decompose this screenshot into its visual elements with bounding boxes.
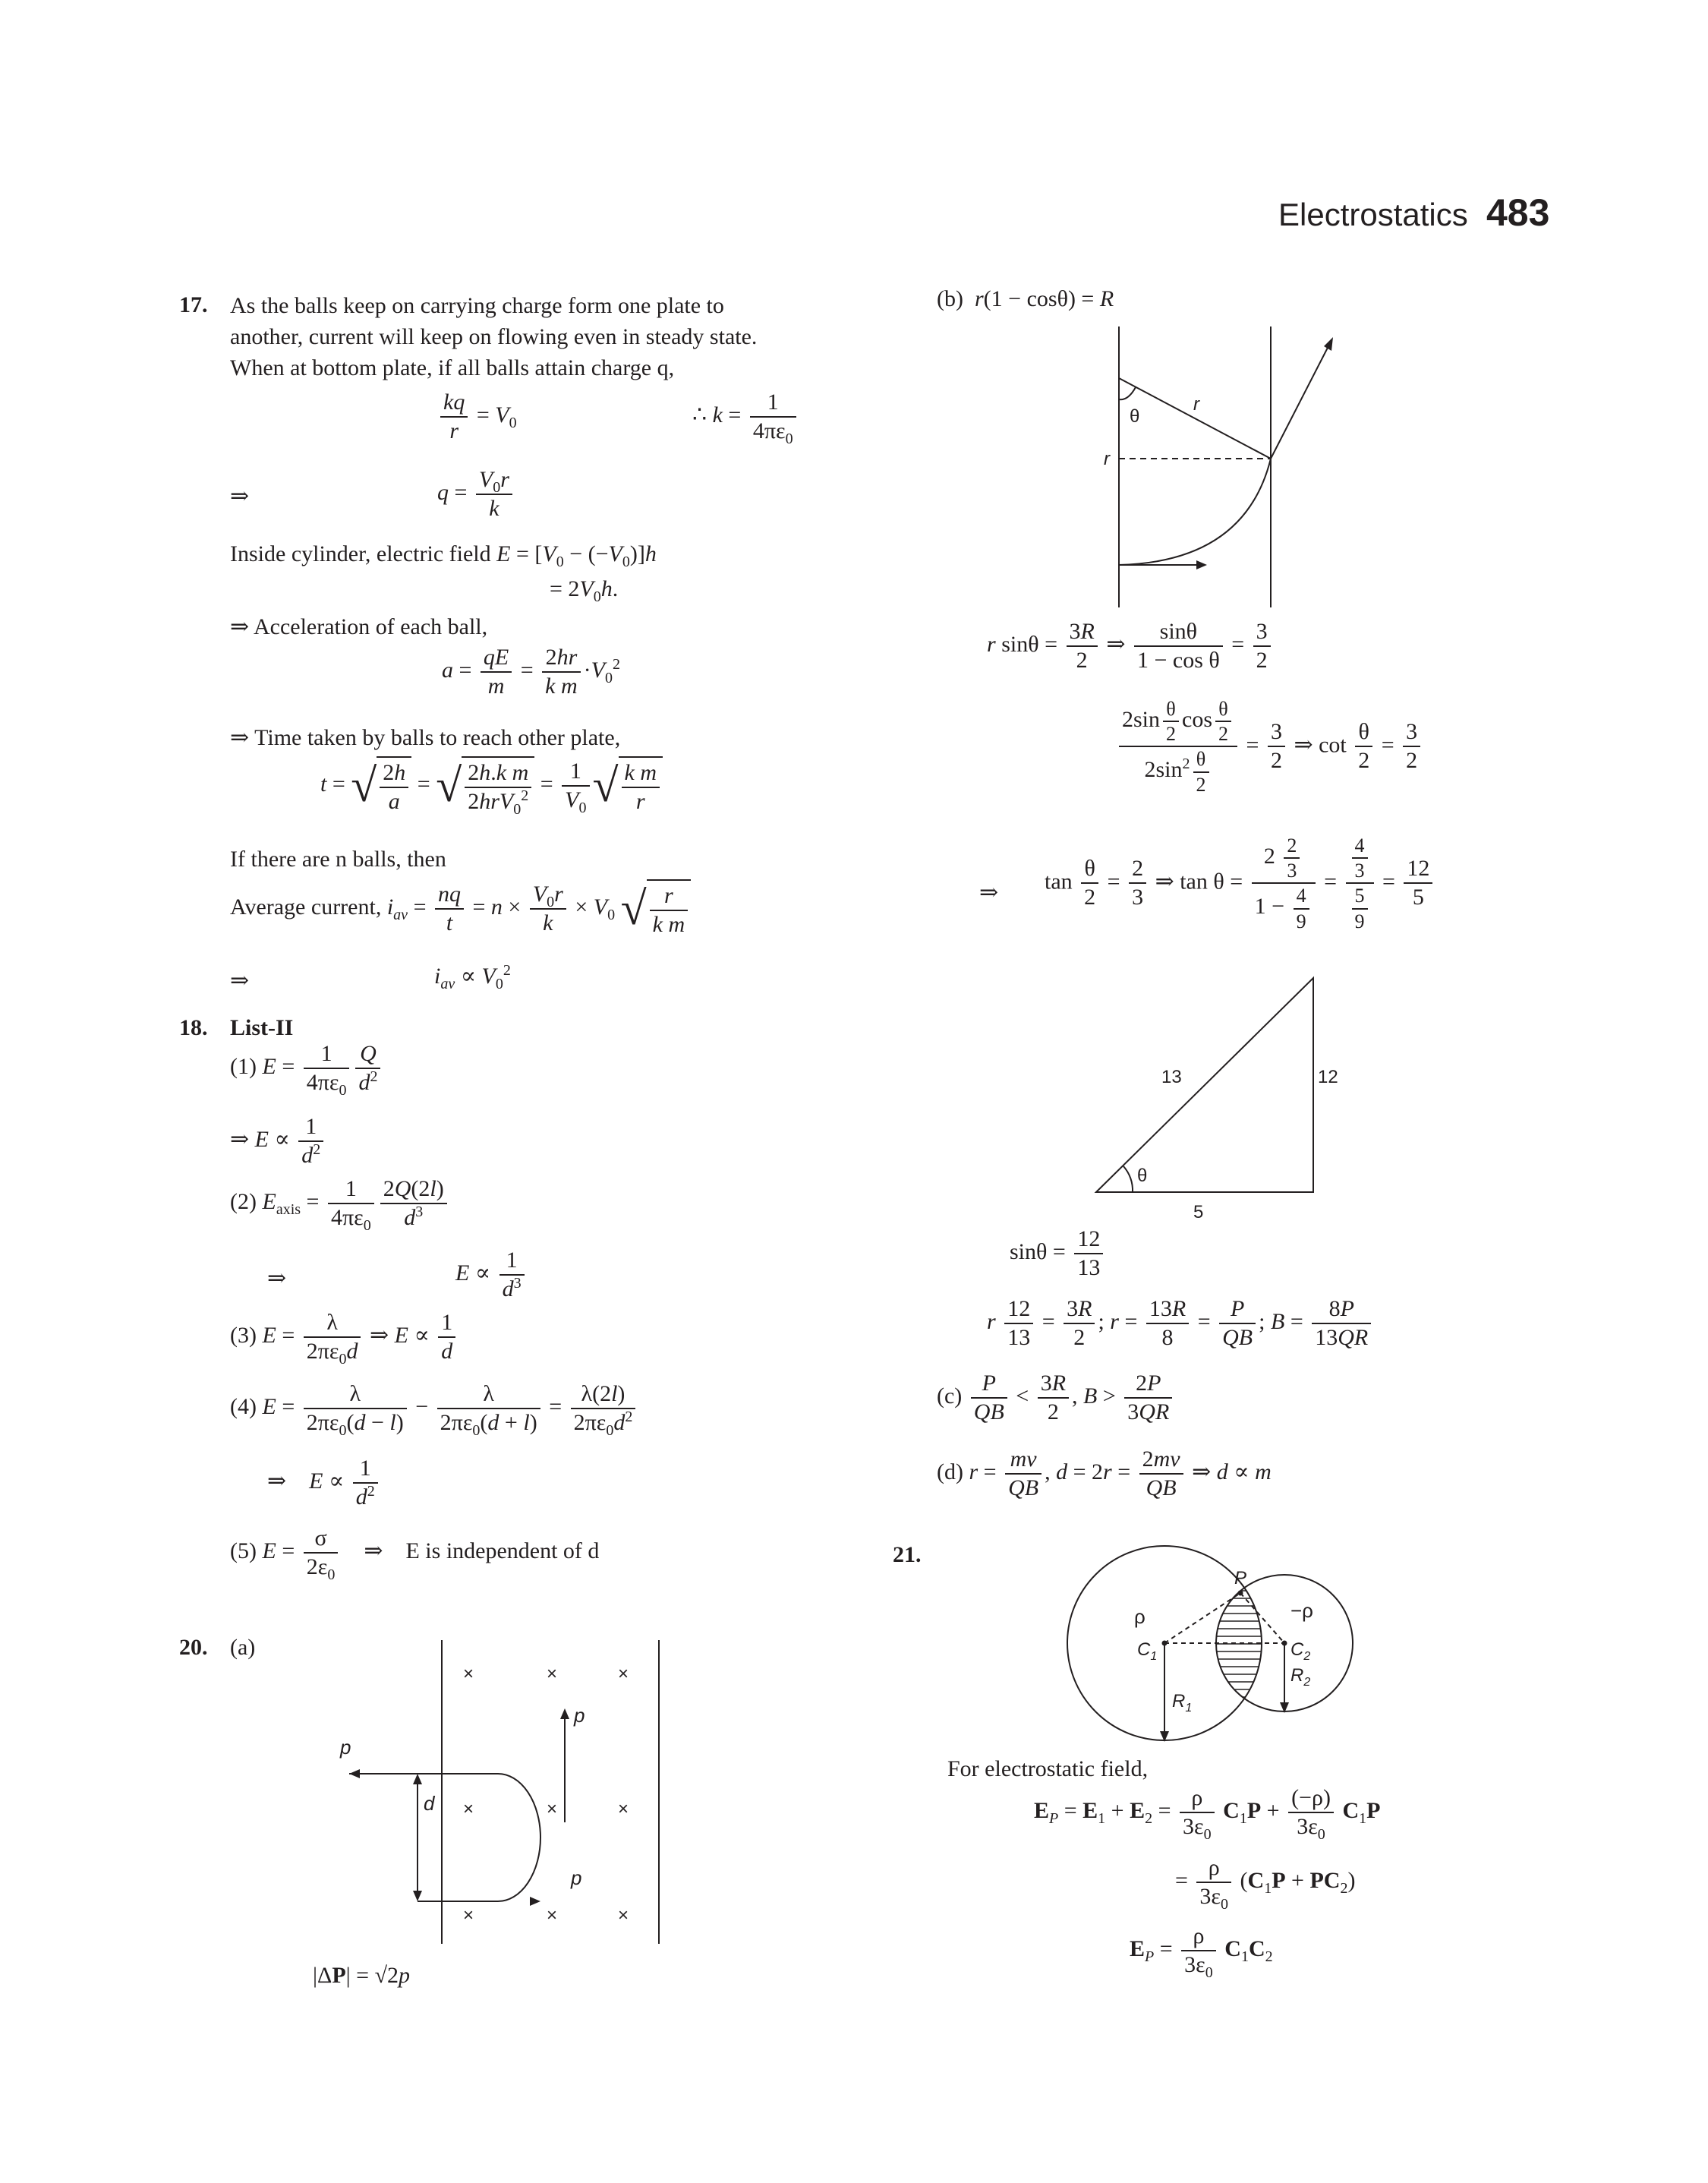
q20-part-b-label: (b)	[937, 286, 963, 311]
label-R2: $R_2$	[1290, 1665, 1311, 1689]
q18-item-2-result: E ∝ $\frac{1}{d^3}$	[455, 1247, 528, 1303]
exit-arrowhead	[349, 1769, 360, 1778]
svg-text:×: ×	[463, 1799, 474, 1819]
q20b-eq-sin-value: sinθ = $\frac{12}{13}$	[1010, 1226, 1106, 1282]
q20b-eq-radius: r $\frac{12}{13}$ = $\frac{3R}{2}$ ; r = $\frac{13R}{8}$ = $\frac{P}{QB}$ ; B = $\frac{8P}{13QR}$	[987, 1295, 1374, 1352]
label-r-left: r	[1104, 449, 1110, 469]
q17-intro-line-2: another, current will keep on flowing even in steady state.	[230, 324, 758, 349]
theta-arc	[1119, 387, 1136, 399]
label-C1: $C_1$	[1137, 1639, 1158, 1663]
q17-eq-accel: a = $\frac{qE}{m}$ = $\frac{2hr}{\text{k m}}$ $\cdot V_0^2$	[442, 645, 620, 699]
q17-eq-avg-current: Average current, $i_{av}$ = $\frac{nq}{t}$ = n × $\frac{V_0r}{k}$ × $V_0$ √ $\frac{r}{\text{k m}}$	[230, 879, 691, 939]
q17-nballs-text: If there are n balls, then	[230, 847, 446, 872]
q17-intro-line-1: As the balls keep on carrying charge form one plate to	[230, 293, 724, 318]
label-neg-rho: −ρ	[1290, 1599, 1313, 1622]
q17-field-text: Inside cylinder, electric field	[230, 541, 491, 566]
q21-overlapping-spheres-figure	[1063, 1541, 1366, 1746]
label-p-bottom: p	[571, 1866, 582, 1889]
q18-item-1-result: ⇒ E ∝ $\frac{1}{d^2}$	[230, 1113, 326, 1169]
q20b-right-triangle	[1086, 972, 1344, 1222]
q20c-relation: (c) $\frac{P}{QB}$ < $\frac{3R}{2}$ , B > $\frac{2P}{3QR}$	[937, 1370, 1175, 1426]
radius-line	[1119, 378, 1271, 459]
page-number: 483	[1486, 191, 1550, 234]
q20-number: 20.	[179, 1635, 208, 1660]
label-adjacent: 5	[1193, 1202, 1204, 1222]
label-theta: θ	[1137, 1166, 1148, 1186]
q18-implies-2: ⇒	[267, 1266, 287, 1291]
q18-item-2: (2) $E_{axis}$ = $\frac{1}{4\pi\varepsilon_0}$ $\frac{2Q(2l)}{d^3}$	[230, 1175, 450, 1232]
q17-intro-line-3: When at bottom plate, if all balls attain charge q,	[230, 355, 675, 380]
q21-eq-field-2: = $\frac{\rho}{3\varepsilon_0}$ $(C_1P + PC_2)$	[1175, 1855, 1356, 1913]
q17-eq-k: ∴ k = $\frac{1}{4\pi\varepsilon_0}$	[692, 389, 799, 445]
q20b-eq-tan: tan $\frac{\theta}{2}$ = $\frac{2}{3}$ ⇒ tan θ = 2 $\frac{2}{3}$ 1 − $\frac{4}{9}$ = $\frac{\frac{4}{3}}{\frac{5}{9}}$ = $\frac{12}{5}$	[1045, 834, 1435, 933]
label-C2: $C_2$	[1290, 1639, 1311, 1663]
chapter-title: Electrostatics	[1278, 197, 1468, 232]
svg-text:×: ×	[547, 1664, 558, 1684]
q20b-relation: (b) r(1 − cosθ) = R	[937, 286, 1114, 311]
q17-intro	[230, 290, 837, 383]
q17-time-text: ⇒ Time taken by balls to reach other plate,	[230, 725, 621, 750]
q17-eq-proportional: $i_{av} \propto V_0^2$	[434, 962, 511, 992]
q17-avg-text: Average current,	[230, 894, 382, 920]
return-arrowhead	[530, 1897, 540, 1906]
q20b-eq-sin: r sinθ = $\frac{3R}{2}$ ⇒ $\frac{\sin\theta}{\text{1 − cos θ}}$ = $\frac{3}{2}$	[987, 618, 1274, 674]
q20a-magnetic-field-figure	[319, 1633, 683, 1959]
q18-item-5-label: (5)	[230, 1538, 257, 1563]
q18-item-2-label: (2)	[230, 1188, 257, 1214]
svg-text:×: ×	[618, 1905, 629, 1926]
q17-accel-text: ⇒ Acceleration of each ball,	[230, 614, 488, 639]
label-p-left: p	[340, 1736, 351, 1759]
svg-text:×: ×	[547, 1799, 558, 1819]
velocity-arrowhead	[560, 1708, 569, 1719]
q17-implies-1: ⇒	[230, 484, 250, 509]
q20b-eq-cot: 2sin $\frac{\theta}{2}$ cos $\frac{\theta}{2}$ $2\sin^2$ $\frac{\theta}{2}$ = $\frac{3}{2}$ ⇒ cot $\frac{\theta}{2}$ = $\frac{3}{2}$	[1116, 697, 1423, 797]
q18-number: 18.	[179, 1015, 208, 1040]
q20-part-d-label: (d)	[937, 1459, 963, 1484]
q20a-momentum-change: |ΔP| = √2p	[313, 1963, 411, 1988]
q18-item-3: (3) E = $\frac{\lambda}{2\pi\varepsilon_0d}$ ⇒ E ∝ $\frac{1}{d}$	[230, 1309, 459, 1365]
label-r-top: r	[1193, 394, 1199, 415]
svg-text:×: ×	[618, 1799, 629, 1819]
q18-independent-text: E is independent of d	[405, 1538, 600, 1563]
label-P: P	[1234, 1568, 1247, 1588]
q17-field-result: = $2V_0h$.	[550, 576, 619, 605]
label-rho: ρ	[1134, 1605, 1145, 1628]
q21-eq-field-1: $E_P = E_1 + E_2$ = $\frac{\rho}{3\varepsilon_0}$ $C_1P$ + $\frac{(-\rho)}{3\varepsilon_0}$ $C_1P$	[1034, 1785, 1381, 1843]
circular-arc	[1119, 459, 1271, 565]
label-opposite: 12	[1318, 1067, 1338, 1087]
angle-arc	[1123, 1166, 1133, 1192]
q18-item-4: (4) E = $\frac{\lambda}{2\pi\varepsilon_0(d - l)}$ − $\frac{\lambda}{2\pi\varepsilon_0(d + l)}$ = $\frac{\lambda(2l)}{2\pi\varepsilon_0d^2}$	[230, 1380, 638, 1437]
q18-item-1: (1) E = $\frac{1}{4\pi\varepsilon_0}$ $\frac{Q}{d^2}$	[230, 1040, 383, 1096]
q20d-relation: (d) r = $\frac{mv}{QB}$ , d = 2r = $\frac{2mv}{QB}$ ⇒ d ∝ m	[937, 1446, 1272, 1500]
q21-number: 21.	[893, 1542, 922, 1567]
svg-text:×: ×	[547, 1905, 558, 1926]
label-p-top: p	[574, 1704, 585, 1727]
q17-eq-charge: q = $\frac{V_0r}{k}$	[437, 466, 515, 522]
q18-item-1-label: (1)	[230, 1053, 257, 1079]
svg-text:×: ×	[618, 1664, 629, 1684]
q20-part-c-label: (c)	[937, 1383, 963, 1409]
q21-field-text: For electrostatic field,	[947, 1756, 1149, 1781]
q17-eq-potential: $\frac{kq}{r}$ = $V_0$	[437, 389, 517, 445]
q18-item-4-result: ⇒ E ∝ $\frac{1}{d^2}$	[267, 1455, 381, 1511]
q17-implies-2: ⇒	[230, 968, 250, 993]
q18-item-3-label: (3)	[230, 1322, 257, 1348]
triangle-shape	[1096, 978, 1313, 1192]
exit-direction	[1271, 343, 1330, 459]
q20-part-a-label: (a)	[230, 1635, 256, 1660]
svg-text:×: ×	[463, 1664, 474, 1684]
label-d: d	[424, 1792, 435, 1815]
q18-item-5: (5) E = $\frac{\sigma}{2\varepsilon_0}$ ⇒ E is independent of d	[230, 1525, 600, 1583]
label-hypotenuse: 13	[1161, 1067, 1182, 1087]
q17-number: 17.	[179, 292, 208, 317]
label-theta: θ	[1130, 406, 1140, 427]
q21-eq-field-3: $E_P$ = $\frac{\rho}{3\varepsilon_0}$ $C_1C_2$	[1130, 1923, 1273, 1981]
q18-item-4-label: (4)	[230, 1393, 257, 1419]
particle-trajectory	[349, 1774, 540, 1901]
q17-field-line: Inside cylinder, electric field $E = [V_0 - (-V_0)]h$	[230, 541, 657, 570]
label-R1: $R_1$	[1172, 1691, 1193, 1715]
q20b-trajectory-figure	[1093, 319, 1336, 623]
cross-markers	[463, 1664, 629, 1926]
q17-eq-time: t = √ $\frac{2h}{a}$ = √ $\frac{\text{2h.k m}}{2hrV_0^2}$ = $\frac{1}{V_0}$ √ $\frac{\text{k m}}{r}$	[320, 756, 663, 815]
q18-heading: List-II	[230, 1015, 294, 1040]
q20b-implies: ⇒	[979, 880, 999, 905]
svg-text:×: ×	[463, 1905, 474, 1926]
